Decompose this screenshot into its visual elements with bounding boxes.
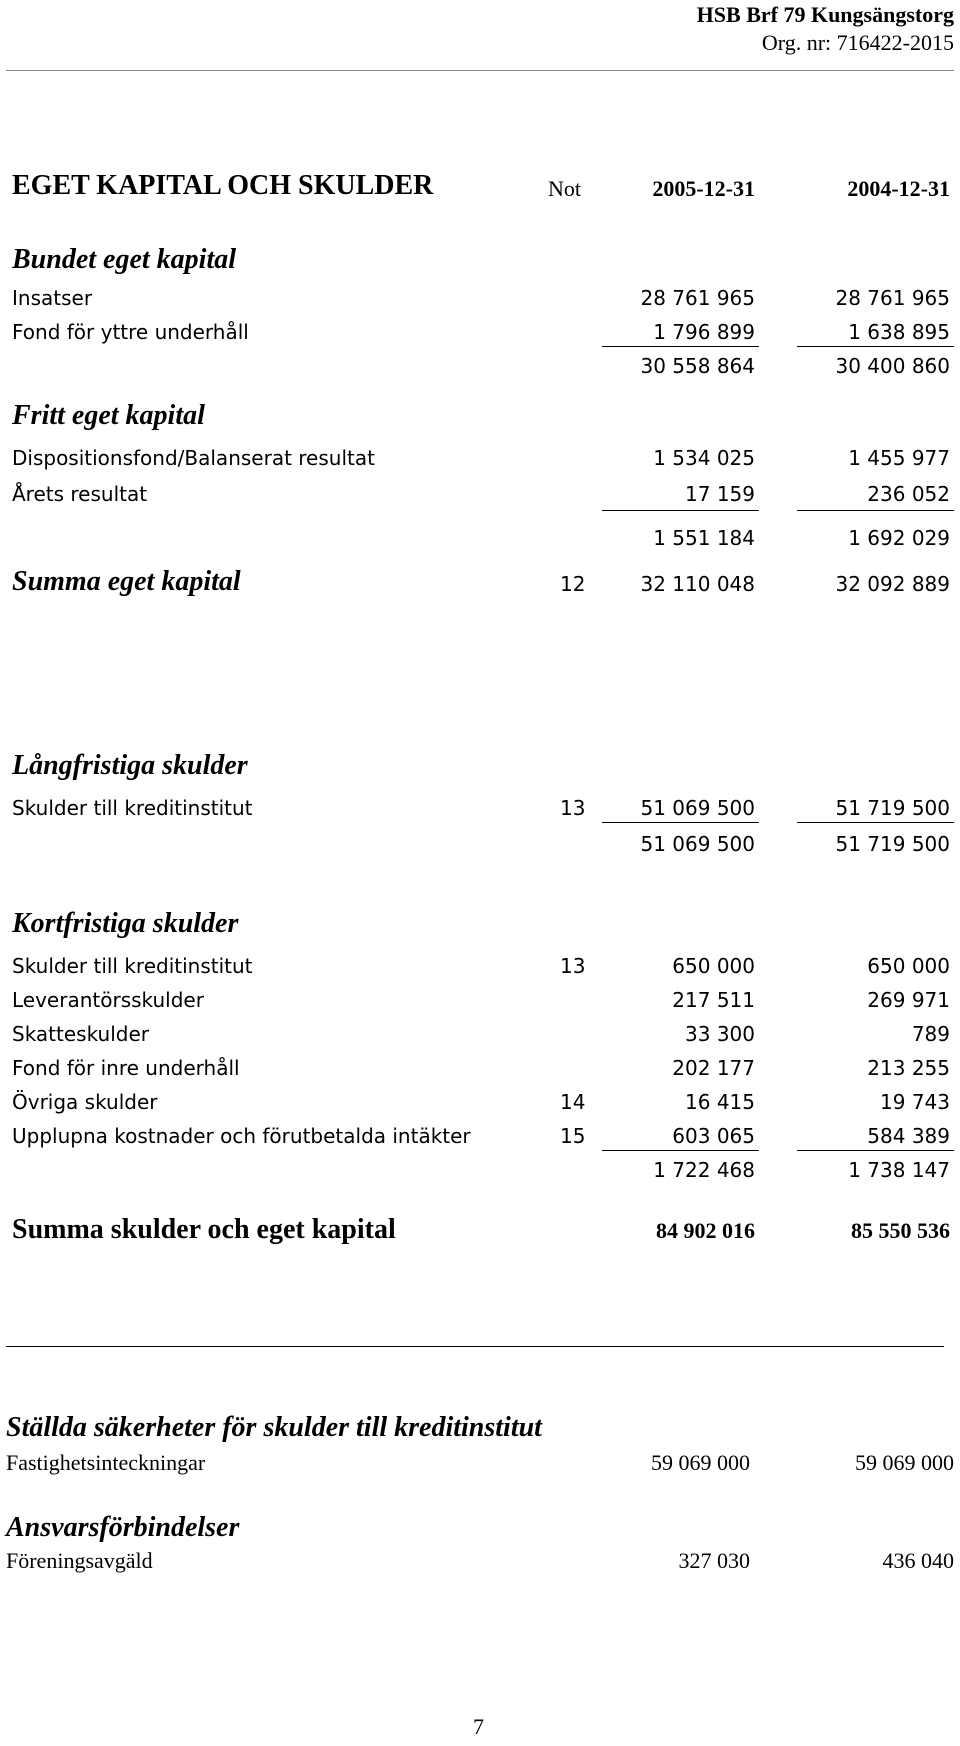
value-2004: 236 052 <box>867 482 950 506</box>
column-header-2004: 2004-12-31 <box>847 176 950 201</box>
row-label: Insatser <box>12 286 93 310</box>
note-number: 13 <box>560 954 586 978</box>
value-2005: 51 069 500 <box>640 796 755 820</box>
value-2004: 1 638 895 <box>848 320 950 344</box>
underline-rule <box>797 1150 954 1151</box>
subtotal-2005: 1 551 184 <box>653 526 755 550</box>
subtotal-2005: 30 558 864 <box>640 354 755 378</box>
section-heading-kortfristiga: Kortfristiga skulder <box>12 908 239 939</box>
subtotal-2004: 1 692 029 <box>848 526 950 550</box>
subtotal-2004: 30 400 860 <box>835 354 950 378</box>
value-2005: 59 069 000 <box>651 1450 750 1475</box>
underline-rule <box>602 1150 759 1151</box>
value-2004: 32 092 889 <box>835 572 950 596</box>
value-2004: 1 455 977 <box>848 446 950 470</box>
subtotal-2004: 1 738 147 <box>848 1158 950 1182</box>
row-label: Dispositionsfond/Balanserat resultat <box>12 446 375 470</box>
section-heading-stallda: Ställda säkerheter för skulder till kreditinstitut <box>6 1412 542 1443</box>
organization-name: HSB Brf 79 Kungsängstorg <box>696 2 954 27</box>
value-2005: 650 000 <box>672 954 755 978</box>
value-2005: 28 761 965 <box>640 286 755 310</box>
underline-rule <box>602 822 759 823</box>
value-2005: 327 030 <box>678 1548 750 1573</box>
row-label: Övriga skulder <box>12 1090 158 1114</box>
row-label: Leverantörsskulder <box>12 988 204 1012</box>
row-label: Föreningsavgäld <box>6 1548 153 1573</box>
value-2004: 85 550 536 <box>851 1218 950 1243</box>
row-label: Skulder till kreditinstitut <box>12 796 253 820</box>
value-2005: 603 065 <box>672 1124 755 1148</box>
section-heading-langfristiga: Långfristiga skulder <box>12 750 248 781</box>
row-label: Skulder till kreditinstitut <box>12 954 253 978</box>
note-number: 12 <box>560 572 586 596</box>
underline-rule <box>797 510 954 511</box>
row-label: Summa skulder och eget kapital <box>12 1214 396 1245</box>
note-number: 13 <box>560 796 586 820</box>
value-2004: 269 971 <box>867 988 950 1012</box>
row-label: Fond för inre underhåll <box>12 1056 240 1080</box>
value-2005: 217 511 <box>672 988 755 1012</box>
value-2005: 1 796 899 <box>653 320 755 344</box>
value-2005: 17 159 <box>685 482 755 506</box>
page-number: 7 <box>473 1714 484 1739</box>
value-2005: 1 534 025 <box>653 446 755 470</box>
section-heading-bundet: Bundet eget kapital <box>12 244 236 275</box>
subtotal-2005: 51 069 500 <box>640 832 755 856</box>
section-heading-ansvar: Ansvarsförbindelser <box>6 1512 240 1543</box>
value-2005: 33 300 <box>685 1022 755 1046</box>
separator-line <box>6 1346 944 1347</box>
value-2004: 19 743 <box>880 1090 950 1114</box>
value-2004: 650 000 <box>867 954 950 978</box>
value-2004: 789 <box>911 1022 950 1046</box>
value-2005: 32 110 048 <box>640 572 755 596</box>
column-header-note: Not <box>548 176 581 201</box>
value-2004: 51 719 500 <box>835 796 950 820</box>
header-rule <box>6 70 954 71</box>
column-header-2005: 2005-12-31 <box>652 176 755 201</box>
underline-rule <box>797 822 954 823</box>
value-2004: 584 389 <box>867 1124 950 1148</box>
value-2004: 436 040 <box>882 1548 954 1573</box>
organization-number: Org. nr: 716422-2015 <box>761 30 954 55</box>
value-2005: 202 177 <box>672 1056 755 1080</box>
value-2004: 28 761 965 <box>835 286 950 310</box>
underline-rule <box>602 510 759 511</box>
row-label: Skatteskulder <box>12 1022 150 1046</box>
row-label: Fastighetsinteckningar <box>6 1450 206 1475</box>
row-label: Summa eget kapital <box>12 566 241 597</box>
row-label: Upplupna kostnader och förutbetalda intäkter <box>12 1124 471 1148</box>
underline-rule <box>602 346 759 347</box>
value-2004: 213 255 <box>867 1056 950 1080</box>
value-2005: 16 415 <box>685 1090 755 1114</box>
section-heading-fritt: Fritt eget kapital <box>12 400 205 431</box>
row-label: Fond för yttre underhåll <box>12 320 249 344</box>
value-2004: 59 069 000 <box>855 1450 954 1475</box>
subtotal-2005: 1 722 468 <box>653 1158 755 1182</box>
row-label: Årets resultat <box>12 482 148 506</box>
subtotal-2004: 51 719 500 <box>835 832 950 856</box>
underline-rule <box>797 346 954 347</box>
note-number: 14 <box>560 1090 586 1114</box>
page-title: EGET KAPITAL OCH SKULDER <box>12 170 434 201</box>
value-2005: 84 902 016 <box>656 1218 755 1243</box>
note-number: 15 <box>560 1124 586 1148</box>
